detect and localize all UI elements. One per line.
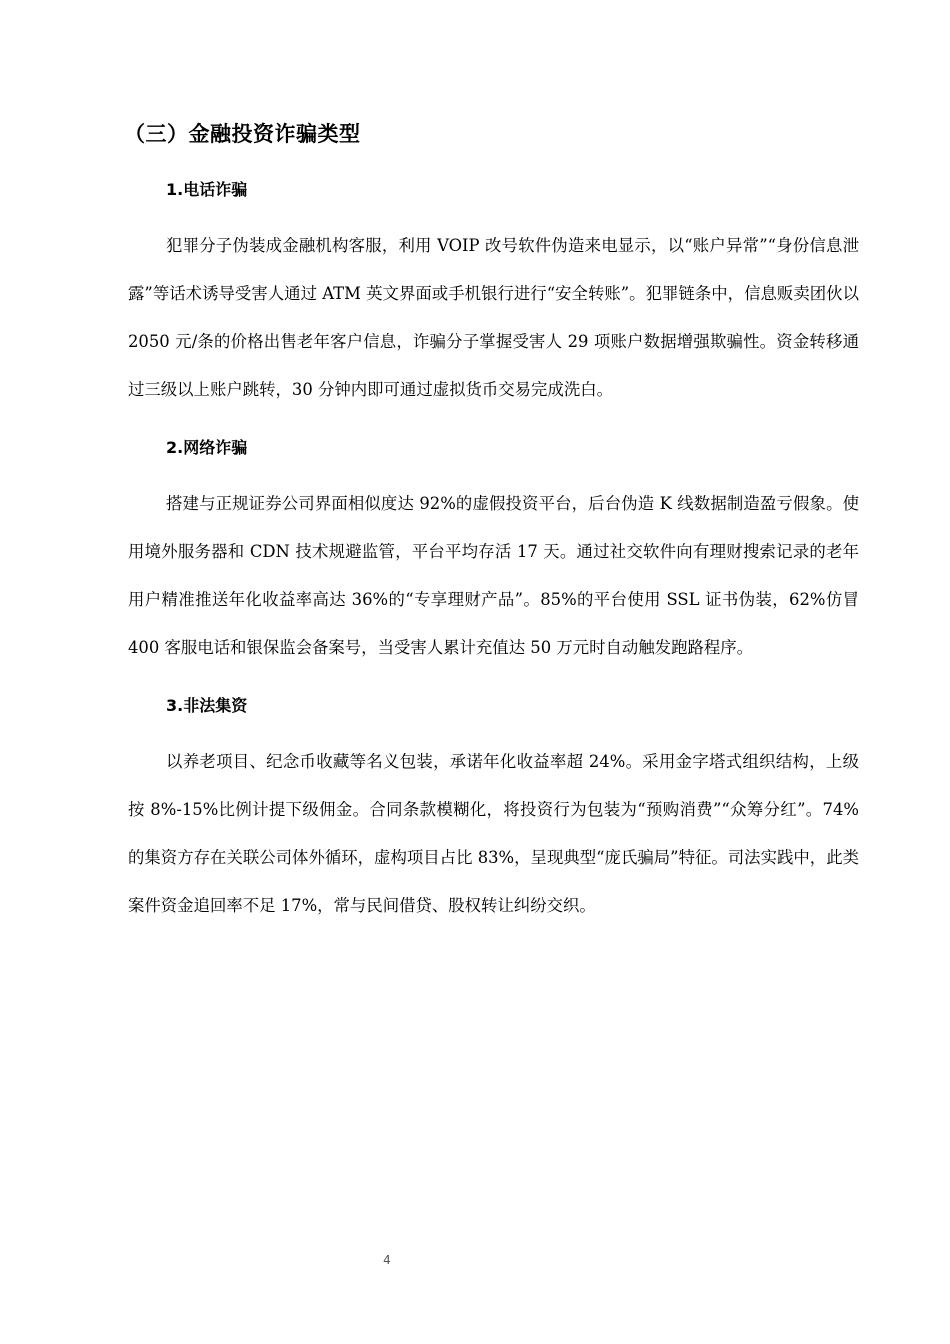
subsection-title-phone-fraud: 1.电话诈骗 — [166, 180, 248, 199]
paragraph-illegal-fundraising: 以养老项目、纪念币收藏等名义包装，承诺年化收益率超 24%。采用金字塔式组织结构，上级按 8%-15%比例计提下级佣金。合同条款模糊化，将投资行为包装为“预购消费”“众筹分红”。74%的集资方存在关联公司体外循环，虚构项目占比 83%，呈现典型“庞氏骗局”特征。司法实践中，此类案件资金追回率不足 17%，常与民间借贷、股权转让纠纷交织。 — [128, 752, 859, 915]
subsection-title-online-fraud: 2.网络诈骗 — [166, 438, 248, 457]
paragraph-phone-fraud: 犯罪分子伪装成金融机构客服，利用 VOIP 改号软件伪造来电显示，以“账户异常”“身份信息泄露”等话术诱导受害人通过 ATM 英文界面或手机银行进行“安全转账”。犯罪链条中，信息贩卖团伙以 2050 元/条的价格出售老年客户信息，诈骗分子掌握受害人 29 项账户数据增强欺骗性。资金转移通过三级以上账户跳转，30 分钟内即可通过虚拟货币交易完成洗白。 — [128, 236, 859, 399]
subsection-online-fraud — [128, 436, 859, 672]
page-content — [124, 112, 859, 948]
subsection-illegal-fundraising — [128, 694, 859, 930]
page-number: 4 — [383, 1253, 391, 1267]
subsection-phone-fraud — [128, 178, 859, 414]
paragraph-online-fraud: 搭建与正规证券公司界面相似度达 92%的虚假投资平台，后台伪造 K 线数据制造盈亏假象。使用境外服务器和 CDN 技术规避监管，平台平均存活 17 天。通过社交软件向有理财搜索记录的老年用户精准推送年化收益率高达 36%的“专享理财产品”。85%的平台使用 SSL 证书伪装，62%仿冒 400 客服电话和银保监会备案号，当受害人累计充值达 50 万元时自动触发跑路程序。 — [128, 494, 859, 657]
subsection-title-illegal-fundraising: 3.非法集资 — [166, 696, 248, 715]
section-title: （三）金融投资诈骗类型 — [124, 122, 361, 146]
